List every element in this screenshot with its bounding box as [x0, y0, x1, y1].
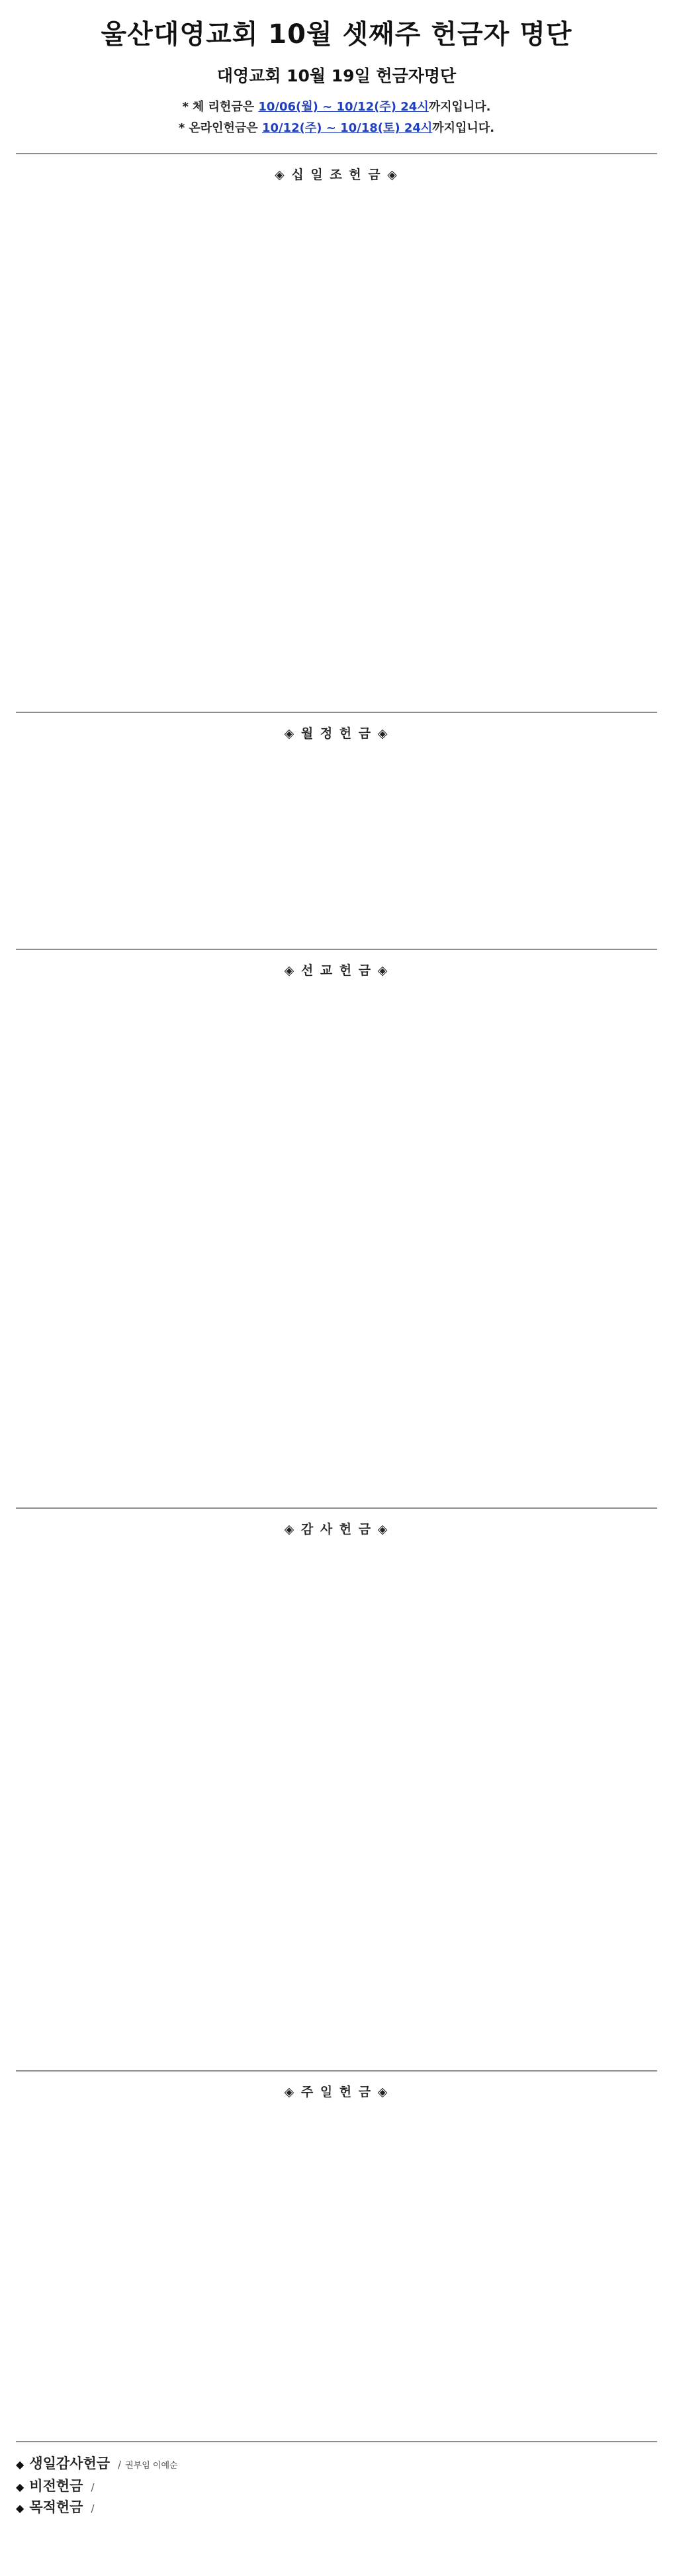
diamond-bullet-icon: ◆	[16, 2458, 24, 2471]
footer-separator: /	[91, 2481, 95, 2493]
section-heading-weekly: ◈ 주 일 헌 금 ◈	[284, 2085, 389, 2099]
footer-label-purpose: 목적헌금	[29, 2499, 83, 2515]
notice-text: 체 리헌금은	[192, 100, 259, 114]
notice-date-range: 10/12(주) ~ 10/18(토) 24시	[261, 121, 433, 135]
footer-row-vision	[16, 2477, 657, 2497]
page-subtitle: 대영교회 10월 19일 헌금자명단	[216, 66, 457, 85]
section-heading-mission: ◈ 선 교 헌 금 ◈	[284, 963, 389, 978]
footer-row-birthday	[16, 2454, 657, 2475]
footer-row-purpose	[16, 2498, 657, 2518]
footer-value-birthday: 권부임 이예순	[125, 2461, 178, 2471]
section-monthly	[16, 712, 657, 934]
page-title: 울산대영교회 10월 셋째주 헌금자 명단	[101, 19, 572, 50]
notice-offering-period	[16, 97, 657, 115]
footer-offerings	[16, 2441, 657, 2518]
section-thanks	[16, 1507, 657, 2056]
footer-separator: /	[91, 2503, 95, 2514]
section-heading-monthly: ◈ 월 정 헌 금 ◈	[284, 726, 389, 741]
notice-marker: *	[182, 100, 189, 114]
notice-text-tail: 까지입니다.	[428, 100, 491, 114]
notice-date-range: 10/06(월) ~ 10/12(주) 24시	[258, 100, 429, 114]
diamond-bullet-icon: ◆	[16, 2502, 24, 2514]
notice-text-tail: 까지입니다.	[432, 121, 495, 135]
diamond-bullet-icon: ◆	[16, 2481, 24, 2493]
section-mission	[16, 949, 657, 1493]
footer-label-birthday: 생일감사헌금	[29, 2456, 111, 2471]
notice-online-period	[16, 119, 657, 136]
footer-separator: /	[118, 2459, 122, 2471]
section-weekly	[16, 2070, 657, 2428]
section-heading-thanks: ◈ 감 사 헌 금 ◈	[284, 1522, 389, 1537]
section-heading-tithe: ◈ 십 일 조 헌 금 ◈	[275, 167, 398, 182]
notice-text: 온라인헌금은	[189, 121, 262, 135]
notice-marker: *	[178, 121, 185, 135]
footer-label-vision: 비전헌금	[29, 2478, 83, 2494]
section-tithe	[16, 153, 657, 697]
